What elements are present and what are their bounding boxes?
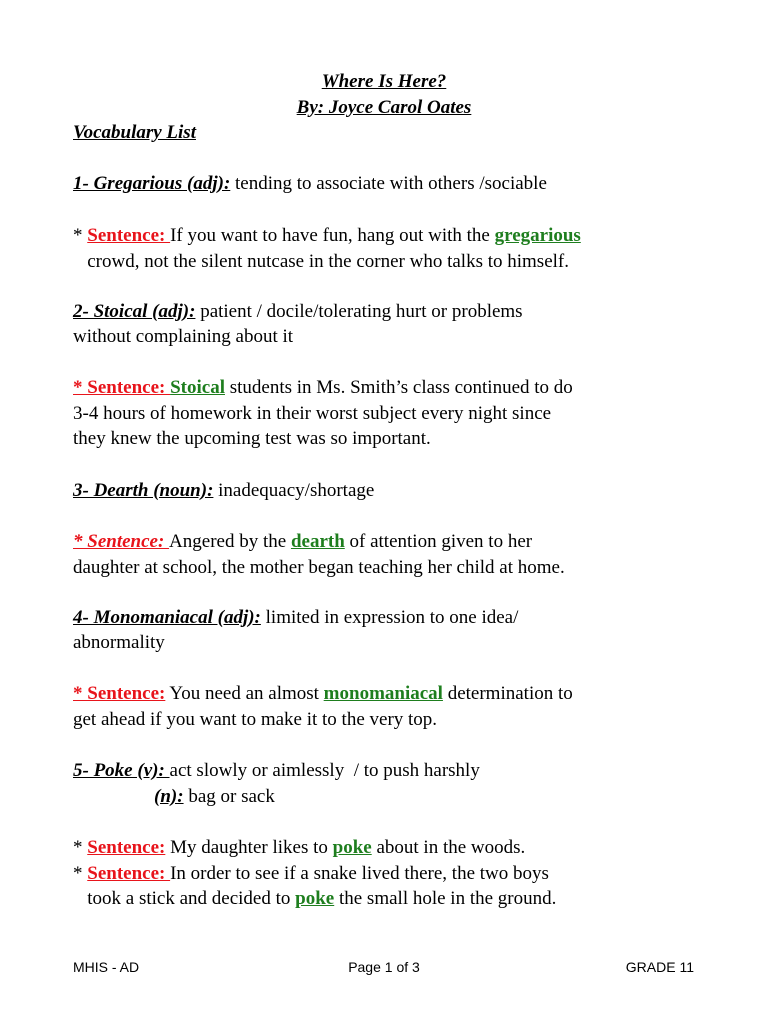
vocab-definition: limited in expression to one idea/ [260, 607, 519, 628]
sentence-text: about in the woods. [371, 837, 526, 858]
vocab-entry-dearth [73, 478, 374, 504]
document-title: Where Is Here? [321, 71, 447, 92]
vocab-entry-monomaniacal [73, 605, 518, 631]
highlighted-word: poke [332, 837, 372, 858]
example-sentence [73, 861, 549, 887]
sentence-continuation: daughter at school, the mother began teaching her child at home. [73, 557, 565, 578]
footer-page-number: Page 1 of 3 [348, 959, 420, 975]
sentence-text: If you want to have fun, hang out with the [170, 225, 495, 246]
vocab-definition: inadequacy/shortage [213, 480, 375, 501]
sentence-label: Sentence: [87, 863, 171, 884]
vocab-definition: bag or sack [183, 786, 275, 807]
vocab-entry-poke-noun [154, 784, 275, 810]
highlighted-word: monomaniacal [323, 683, 443, 704]
highlighted-word: gregarious [494, 225, 581, 246]
vocab-term: 4- Monomaniacal (adj): [73, 607, 261, 628]
example-sentence [73, 835, 525, 861]
footer-right: GRADE 11 [625, 959, 694, 975]
sentence-label: * Sentence: [73, 683, 166, 704]
sentence-continuation: get ahead if you want to make it to the very top. [73, 709, 438, 730]
sentence-text: My daughter likes to [165, 837, 333, 858]
vocab-term: 5- Poke (v): [73, 760, 170, 781]
sentence-text: Angered by the [169, 531, 291, 552]
sentence-continuation: crowd, not the silent nutcase in the corner who talks to himself. [73, 251, 569, 272]
sentence-text: of attention given to her [344, 531, 533, 552]
vocab-definition: act slowly or aimlessly / to push harshly [169, 760, 480, 781]
footer-left: MHIS - AD [73, 959, 140, 975]
sentence-text: took a stick and decided to [73, 888, 296, 909]
sentence-text: You need an almost [165, 683, 324, 704]
document-author: By: Joyce Carol Oates [296, 97, 472, 118]
sentence-label: Sentence: [87, 225, 171, 246]
definition-continuation: without complaining about it [73, 326, 294, 347]
sentence-continuation: they knew the upcoming test was so important. [73, 428, 431, 449]
sentence-continuation [73, 886, 556, 912]
sentence-text: students in Ms. Smith’s class continued to do [224, 377, 573, 398]
sentence-continuation: 3-4 hours of homework in their worst subject every night since [73, 403, 552, 424]
highlighted-word: Stoical [170, 377, 225, 398]
sentence-label: Sentence: [87, 837, 166, 858]
vocab-term: (n): [154, 786, 184, 807]
vocab-definition: patient / docile/tolerating hurt or problems [195, 301, 523, 322]
vocab-term: 2- Stoical (adj): [73, 301, 196, 322]
bullet-mark: * [73, 225, 88, 246]
vocab-definition: tending to associate with others /sociable [230, 173, 547, 194]
example-sentence [73, 375, 573, 401]
sentence-text: In order to see if a snake lived there, the two boys [170, 863, 549, 884]
definition-continuation: abnormality [73, 632, 165, 653]
example-sentence [73, 223, 581, 249]
highlighted-word: dearth [290, 531, 345, 552]
bullet-mark: * [73, 863, 88, 884]
vocab-term: 1- Gregarious (adj): [73, 173, 231, 194]
example-sentence [73, 529, 532, 555]
list-heading: Vocabulary List [73, 122, 196, 143]
sentence-label: * Sentence: [73, 377, 171, 398]
example-sentence [73, 681, 573, 707]
sentence-label: * Sentence: [73, 531, 170, 552]
highlighted-word: poke [295, 888, 335, 909]
vocab-entry-gregarious [73, 171, 547, 197]
sentence-text: the small hole in the ground. [334, 888, 557, 909]
bullet-mark: * [73, 837, 88, 858]
vocab-entry-poke [73, 758, 480, 784]
vocab-term: 3- Dearth (noun): [73, 480, 214, 501]
sentence-text: determination to [442, 683, 573, 704]
vocab-entry-stoical [73, 299, 523, 325]
